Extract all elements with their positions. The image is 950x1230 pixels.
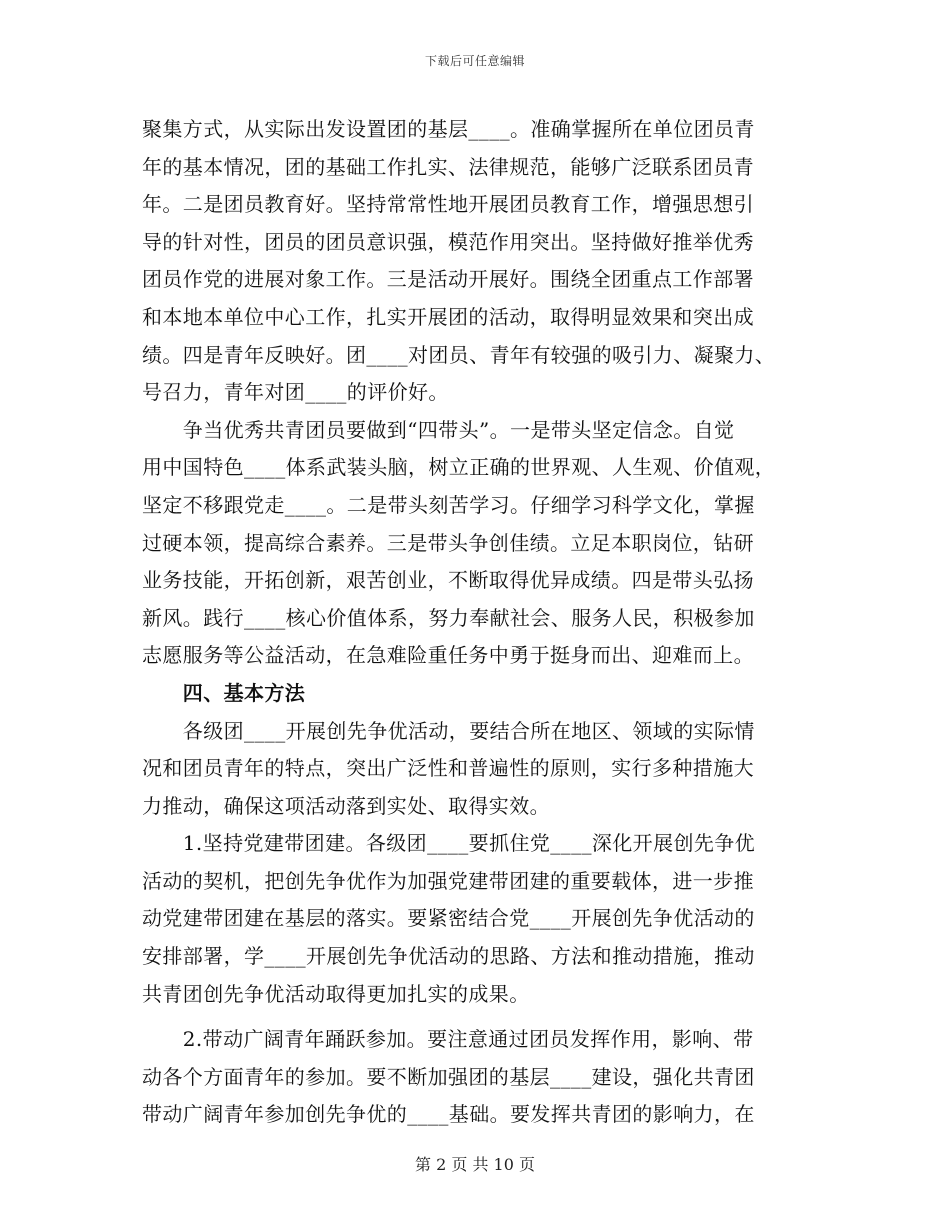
text-line: 新风。践行____核心价值体系，努力奉献社会、服务人民，积极参加 bbox=[142, 605, 755, 630]
text-line: 1.坚持党建带团建。各级团____要抓住党____深化开展创先争优 bbox=[142, 831, 756, 856]
text-line: 动各个方面青年的参加。要不断加强团的基层____建设，强化共青团 bbox=[142, 1064, 755, 1089]
text-line: 过硬本领，提高综合素养。三是带头争创佳绩。立足本职岗位，钻研 bbox=[142, 530, 754, 555]
text-line: 聚集方式，从实际出发设置团的基层____。准确掌握所在单位团员青 bbox=[142, 117, 755, 141]
text-line: 年的基本情况，团的基础工作扎实、法律规范，能够广泛联系团员青 bbox=[142, 154, 754, 179]
text-line: 团员作党的进展对象工作。三是活动开展好。围绕全团重点工作部署 bbox=[142, 267, 754, 292]
text-line: 业务技能，开拓创新，艰苦创业，不断取得优异成绩。四是带头弘扬 bbox=[142, 568, 754, 593]
text-line: 争当优秀共青团员要做到“四带头”。一是带头坚定信念。自觉 bbox=[142, 417, 735, 442]
text-line: 各级团____开展创先争优活动，要结合所在地区、领域的实际情 bbox=[142, 718, 755, 743]
text-line: 绩。四是青年反映好。团____对团员、青年有较强的吸引力、凝聚力、 bbox=[142, 342, 776, 367]
document-body bbox=[142, 111, 810, 1134]
page-header: 下载后可任意编辑 bbox=[424, 54, 525, 68]
text-line: 况和团员青年的特点，突出广泛性和普遍性的原则，实行多种措施大 bbox=[142, 756, 754, 781]
section-heading: 四、基本方法 bbox=[142, 680, 306, 705]
text-line: 号召力，青年对团____的评价好。 bbox=[142, 380, 449, 405]
text-line: 志愿服务等公益活动，在急难险重任务中勇于挺身而出、迎难而上。 bbox=[142, 643, 754, 668]
text-line: 年。二是团员教育好。坚持常常性地开展团员教育工作，增强思想引 bbox=[142, 192, 754, 217]
text-line: 和本地本单位中心工作，扎实开展团的活动，取得明显效果和突出成 bbox=[142, 304, 754, 329]
text-line: 2.带动广阔青年踊跃参加。要注意通过团员发挥作用，影响、带 bbox=[142, 1027, 754, 1052]
text-line: 带动广阔青年参加创先争优的____基础。要发挥共青团的影响力，在 bbox=[142, 1102, 755, 1127]
page-number: 第 2 页 共 10 页 bbox=[415, 1155, 535, 1174]
text-line: 坚定不移跟党走____。二是带头刻苦学习。仔细学习科学文化，掌握 bbox=[142, 492, 755, 517]
text-line: 安排部署，学____开展创先争优活动的思路、方法和推动措施，推动 bbox=[142, 944, 755, 969]
text-line: 导的针对性，团员的团员意识强，模范作用突出。坚持做好推举优秀 bbox=[142, 229, 754, 254]
text-line: 活动的契机，把创先争优作为加强党建带团建的重要载体，进一步推 bbox=[142, 868, 754, 893]
text-line: 共青团创先争优活动取得更加扎实的成果。 bbox=[142, 981, 530, 1006]
text-line: 用中国特色____体系武装头脑，树立正确的世界观、人生观、价值观， bbox=[142, 455, 776, 480]
text-line: 力推动，确保这项活动落到实处、取得实效。 bbox=[142, 793, 550, 818]
text-line: 动党建带团建在基层的落实。要紧密结合党____开展创先争优活动的 bbox=[142, 906, 755, 931]
